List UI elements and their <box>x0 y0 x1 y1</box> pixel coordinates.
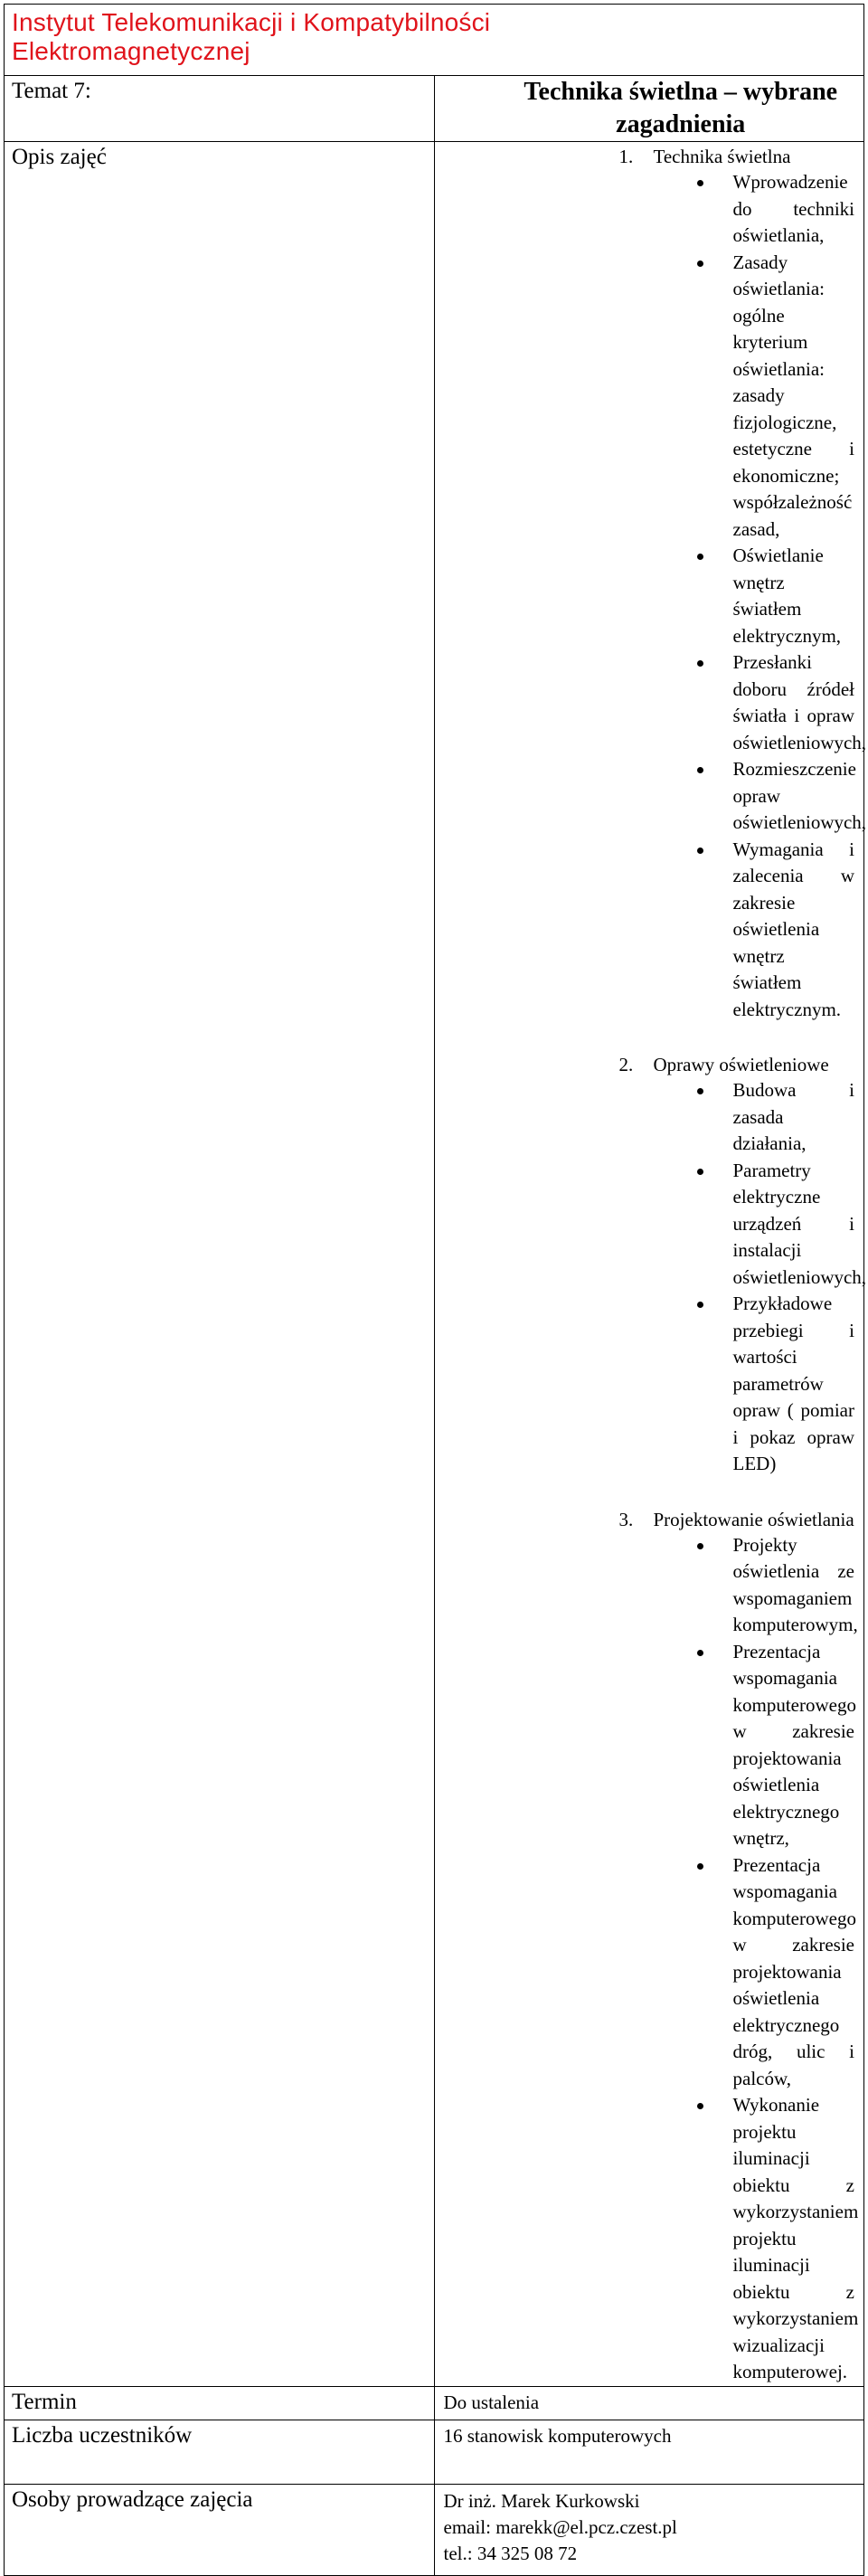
section-3 <box>618 1507 859 2386</box>
liczba-label-cell <box>5 2420 435 2484</box>
section-heading <box>619 1052 855 1077</box>
bullet-icon <box>697 1088 703 1094</box>
temat-label-cell <box>5 76 435 142</box>
section-title: Oprawy oświetleniowe <box>653 1054 829 1075</box>
bullet-icon <box>697 1650 703 1656</box>
bullet-item <box>619 1291 855 1478</box>
opis-content-cell <box>434 142 867 2387</box>
bullet-item <box>619 649 867 756</box>
section-number: 3. <box>618 1508 634 1530</box>
section-heading <box>619 144 855 169</box>
opis-sections <box>435 144 867 2386</box>
section-title: Projektowanie oświetlania <box>653 1508 854 1530</box>
section-number: 1. <box>618 146 634 167</box>
osoby-value-cell <box>434 2484 864 2575</box>
bullet-item <box>619 1852 855 2093</box>
bullet-item <box>619 1158 867 1292</box>
instructor-email: email: marekk@el.pcz.czest.pl <box>443 2515 677 2538</box>
opis-label-cell <box>5 142 435 2387</box>
liczba-value-cell <box>434 2420 864 2484</box>
bullet-item <box>619 1532 858 1639</box>
bullet-icon <box>697 180 703 186</box>
osoby-label-cell <box>5 2484 435 2575</box>
bullet-item <box>619 543 855 649</box>
section-spacer <box>435 1023 864 1050</box>
liczba-value: 16 stanowisk komputerowych <box>443 2424 672 2447</box>
bullet-text: Wprowadzenie do techniki oświetlania, <box>732 171 854 246</box>
bullet-icon <box>697 767 703 773</box>
opis-label: Opis zajęć <box>12 145 107 169</box>
section-2 <box>618 1052 867 1478</box>
bullet-text: Oświetlanie wnętrz światłem elektrycznym, <box>732 545 842 647</box>
bullet-item <box>619 169 855 250</box>
osoby-details <box>435 2485 864 2567</box>
termin-value: Do ustalenia <box>443 2391 540 2413</box>
bullet-text: Zasady oświetlania: ogólne kryterium oświetlania: zasady fizjologiczne, estetyczne i ekonomiczne; współzależność zasad, <box>732 251 854 540</box>
bullet-item <box>619 1077 855 1158</box>
bullet-icon <box>697 660 703 667</box>
bullet-icon <box>697 260 703 267</box>
bullet-item <box>619 756 867 837</box>
bullet-icon <box>697 1169 703 1175</box>
bullet-icon <box>697 848 703 854</box>
bullet-list <box>619 169 867 1023</box>
institute-name <box>5 5 863 66</box>
bullet-text: Przykładowe przebiegi i wartości parametrów opraw ( pomiar i pokaz opraw LED) <box>732 1293 854 1474</box>
bullet-text: Parametry elektryczne urządzeń i instalacji oświetleniowych, <box>732 1159 867 1288</box>
section-spacer <box>435 1478 864 1505</box>
bullet-list <box>619 1077 867 1478</box>
bullet-text: Wymagania i zalecenia w zakresie oświetlenia wnętrz światłem elektrycznym. <box>732 838 854 1020</box>
section-1 <box>618 144 867 1023</box>
bullet-list <box>619 1532 859 2386</box>
bullet-icon <box>697 554 703 560</box>
bullet-item <box>619 2092 859 2386</box>
topic-title: Technika świetlna – wybrane zagadnienia <box>524 78 838 138</box>
temat-value-cell <box>434 76 864 142</box>
bullet-text: Projekty oświetlenia ze wspomaganiem komputerowym, <box>732 1533 858 1635</box>
bullet-text: Rozmieszczenie opraw oświetleniowych, <box>732 758 867 833</box>
termin-value-cell <box>434 2386 864 2420</box>
section-heading <box>619 1507 855 1532</box>
bullet-text: Przesłanki doboru źródeł światła i opraw oświetleniowych, <box>732 651 867 753</box>
section-title: Technika świetlna <box>653 146 791 167</box>
osoby-label: Osoby prowadzące zajęcia <box>12 2486 253 2512</box>
bullet-icon <box>697 1863 703 1870</box>
bullet-item <box>619 250 855 544</box>
liczba-label: Liczba uczestników <box>12 2422 193 2448</box>
course-table <box>4 4 867 2576</box>
bullet-item <box>619 1639 855 1852</box>
bullet-icon <box>697 2103 703 2109</box>
termin-label-cell <box>5 2386 435 2420</box>
bullet-item <box>619 837 855 1024</box>
termin-label: Termin <box>12 2389 77 2414</box>
instructor-name: Dr inż. Marek Kurkowski <box>443 2489 640 2512</box>
temat-label: Temat 7: <box>12 79 91 103</box>
institute-header-cell <box>5 5 864 76</box>
bullet-text: Wykonanie projektu iluminacji obiektu z wykorzystaniem projektu iluminacji obiektu z wykorzystaniem wizualizacji komputerowej. <box>732 2094 859 2382</box>
bullet-text: Budowa i zasada działania, <box>732 1079 854 1154</box>
document-sheet <box>4 4 867 2564</box>
institute-name-line2: Elektromagnetycznej <box>12 37 250 65</box>
bullet-text: Prezentacja wspomagania komputerowego w zakresie projektowania oświetlenia elektrycznego wnętrz, <box>732 1640 856 1849</box>
bullet-icon <box>697 1302 703 1308</box>
institute-name-line1: Instytut Telekomunikacji i Kompatybilności <box>12 8 491 36</box>
section-number: 2. <box>618 1054 634 1075</box>
bullet-icon <box>697 1543 703 1549</box>
bullet-text: Prezentacja wspomagania komputerowego w zakresie projektowania oświetlenia elektrycznego dróg, ulic i palców, <box>732 1853 856 2089</box>
instructor-phone: tel.: 34 325 08 72 <box>443 2542 578 2564</box>
